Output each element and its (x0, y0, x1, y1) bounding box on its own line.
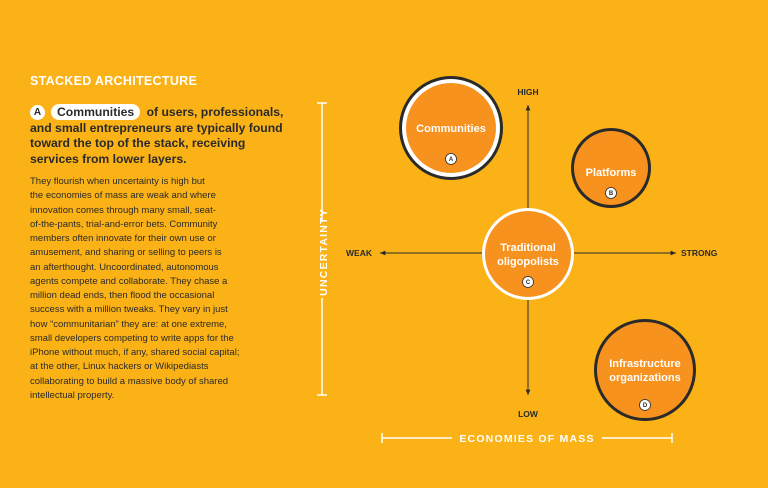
body-line: small developers competing to write apps for the (30, 332, 234, 344)
badge-b-label: B (608, 191, 614, 198)
body-line: the economies of mass are weak and where (30, 190, 216, 202)
body-line: members often innovate for their own use or (30, 233, 216, 244)
badge-a-label: A (448, 157, 454, 164)
bubble-label-line2: oligopolists (497, 256, 559, 268)
body-line: at the other, Linux hackers or Wikipediasts (30, 361, 209, 373)
high-label: HIGH (517, 87, 539, 97)
body-line: of-the-pants, trial-and-error bets. Community (30, 218, 218, 230)
body-line: an afterthought. Uncoordinated, autonomous (30, 261, 219, 273)
body-line: collaborating to build a massive body of shared (30, 375, 229, 387)
uncertainty-axis-bracket (317, 103, 330, 395)
bubble-label-line1: Traditional (500, 242, 556, 254)
body-line: success with a million tweaks. They vary in just (30, 304, 228, 316)
body-line: amusement, and sharing or selling to peers is (30, 247, 222, 259)
strong-label: STRONG (681, 248, 718, 258)
highlight-pill: Communities (51, 104, 140, 120)
bubble-traditional-oligopolists (482, 208, 574, 300)
bubble-label-line2: organizations (609, 372, 681, 384)
marker-badge: A (30, 105, 45, 120)
badge-d-label: D (642, 403, 648, 410)
badge-c-label: C (525, 280, 531, 287)
body-line: how “communitarian” they are: at one extreme, (30, 318, 227, 330)
section-title: STACKED ARCHITECTURE (30, 74, 198, 88)
body-line: innovation comes through many small, seat- (30, 204, 216, 216)
uncertainty-label: UNCERTAINTY (318, 208, 330, 296)
body-line: agents compete and collaborate. They chase a (30, 275, 228, 287)
bubble-infrastructure-organizations (594, 319, 696, 421)
weak-label: WEAK (346, 248, 372, 258)
bubble-platforms (571, 128, 651, 208)
lead-text: of users, professionals, and small entrepreneurs are typically found toward the top of the stack, receiving services from lower layers. (30, 105, 284, 166)
bubble-communities (399, 76, 503, 180)
low-label: LOW (518, 409, 538, 419)
bubble-label-line1: Infrastructure (609, 358, 681, 370)
body-line: million dead ends, then flood the occasional (30, 290, 215, 301)
body-line: intellectual property. (30, 389, 115, 401)
body-line: iPhone without much, if any, shared social capital; (30, 347, 240, 358)
bubble-label: Communities (416, 123, 486, 135)
economies-of-mass-label: ECONOMIES OF MASS (459, 433, 595, 445)
bubble-label: Platforms (585, 167, 637, 179)
body-line: They flourish when uncertainty is high but (30, 176, 205, 187)
economies-axis-bracket (382, 433, 672, 445)
